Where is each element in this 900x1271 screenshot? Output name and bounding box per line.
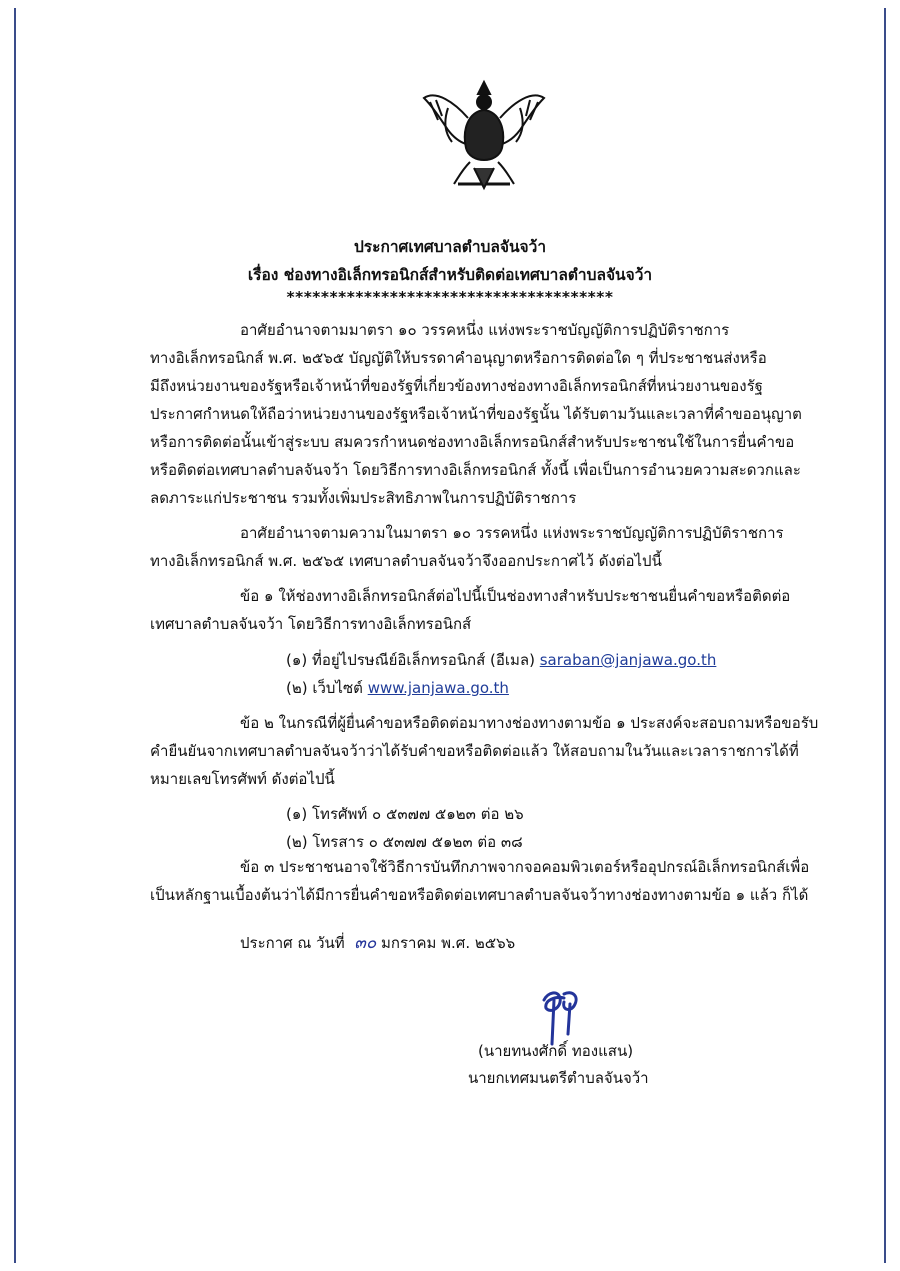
- announcement-date: [240, 934, 515, 952]
- document-title: ประกาศเทศบาลตำบลจันจว้า: [353, 238, 547, 256]
- date-suffix: มกราคม พ.ศ. ๒๕๖๖: [381, 934, 516, 952]
- signer-name: (นายทนงศักดิ์ ทองแสน): [478, 1042, 634, 1060]
- paragraph-line: ข้อ ๑ ให้ช่องทางอิเล็กทรอนิกส์ต่อไปนี้เป็นช่องทางสำหรับประชาชนยื่นคำขอหรือติดต่อ: [240, 587, 791, 605]
- page-border: [14, 8, 886, 1263]
- paragraph-line: ข้อ ๒ ในกรณีที่ผู้ยื่นคำขอหรือติดต่อมาทางช่องทางตามข้อ ๑ ประสงค์จะสอบถามหรือขอรับ: [240, 714, 819, 732]
- website-link[interactable]: www.janjawa.go.th: [367, 679, 509, 697]
- paragraph-line: หมายเลขโทรศัพท์ ดังต่อไปนี้: [150, 770, 335, 788]
- paragraph-line: ประกาศกำหนดให้ถือว่าหน่วยงานของรัฐหรือเจ้าหน้าที่ของรัฐนั้น ได้รับตามวันและเวลาที่คำขออนุญาต: [150, 405, 802, 423]
- handwritten-signature: [534, 986, 584, 1048]
- date-prefix: ประกาศ ณ วันที่: [240, 934, 345, 952]
- paragraph-line: เทศบาลตำบลจันจว้า โดยวิธีการทางอิเล็กทรอนิกส์: [150, 615, 472, 633]
- paragraph-line: ข้อ ๓ ประชาชนอาจใช้วิธีการบันทึกภาพจากจอคอมพิวเตอร์หรืออุปกรณ์อิเล็กทรอนิกส์เพื่อ: [240, 858, 810, 876]
- phone-item: (๑) โทรศัพท์ ๐ ๕๓๗๗ ๕๑๒๓ ต่อ ๒๖: [286, 805, 524, 823]
- email-label: (๑) ที่อยู่ไปรษณีย์อิเล็กทรอนิกส์ (อีเมล): [286, 651, 535, 669]
- paragraph-line: หรือการติดต่อนั้นเข้าสู่ระบบ สมควรกำหนดช่องทางอิเล็กทรอนิกส์สำหรับประชาชนใช้ในการยื่นคำขอ: [150, 433, 795, 451]
- paragraph-line: อาศัยอำนาจตามมาตรา ๑๐ วรรคหนึ่ง แห่งพระราชบัญญัติการปฏิบัติราชการ: [240, 321, 730, 339]
- email-item: [286, 651, 716, 669]
- website-item: [286, 679, 509, 697]
- fax-item: (๒) โทรสาร ๐ ๕๓๗๗ ๕๑๒๓ ต่อ ๓๘: [286, 833, 523, 851]
- email-link[interactable]: saraban@janjawa.go.th: [539, 651, 717, 669]
- paragraph-line: หรือติดต่อเทศบาลตำบลจันจว้า โดยวิธีการทางอิเล็กทรอนิกส์ ทั้งนี้ เพื่อเป็นการอำนวยความสะดวกและ: [150, 461, 801, 479]
- paragraph-line: มีถึงหน่วยงานของรัฐหรือเจ้าหน้าที่ของรัฐที่เกี่ยวข้องทางช่องทางอิเล็กทรอนิกส์ที่หน่วยงานของรัฐ: [150, 377, 763, 395]
- paragraph-line: ลดภาระแก่ประชาชน รวมทั้งเพิ่มประสิทธิภาพในการปฏิบัติราชการ: [150, 489, 577, 507]
- date-day: ๓๐: [354, 933, 377, 953]
- paragraph-line: ทางอิเล็กทรอนิกส์ พ.ศ. ๒๕๖๕ เทศบาลตำบลจันจว้าจึงออกประกาศไว้ ดังต่อไปนี้: [150, 552, 662, 570]
- paragraph-line: ทางอิเล็กทรอนิกส์ พ.ศ. ๒๕๖๕ บัญญัติให้บรรดาคำอนุญาตหรือการติดต่อใด ๆ ที่ประชาชนส่งหรือ: [150, 349, 767, 367]
- document-subject: เรื่อง ช่องทางอิเล็กทรอนิกส์สำหรับติดต่อเทศบาลตำบลจันจว้า: [247, 266, 653, 284]
- website-label: (๒) เว็บไซต์: [286, 679, 363, 697]
- paragraph-line: อาศัยอำนาจตามความในมาตรา ๑๐ วรรคหนึ่ง แห่งพระราชบัญญัติการปฏิบัติราชการ: [240, 524, 784, 542]
- paragraph-line: คำยืนยันจากเทศบาลตำบลจันจว้าว่าได้รับคำขอหรือติดต่อแล้ว ให้สอบถามในวันและเวลาราชการได้ที่: [150, 742, 799, 760]
- paragraph-line: เป็นหลักฐานเบื้องต้นว่าได้มีการยื่นคำขอหรือติดต่อเทศบาลตำบลจันจว้าทางช่องทางตามข้อ ๑ แล้ว ก็ได้: [150, 886, 809, 904]
- garuda-emblem: [418, 72, 550, 194]
- signer-position: นายกเทศมนตรีตำบลจันจว้า: [468, 1069, 649, 1087]
- separator-line: **************************************: [286, 288, 614, 306]
